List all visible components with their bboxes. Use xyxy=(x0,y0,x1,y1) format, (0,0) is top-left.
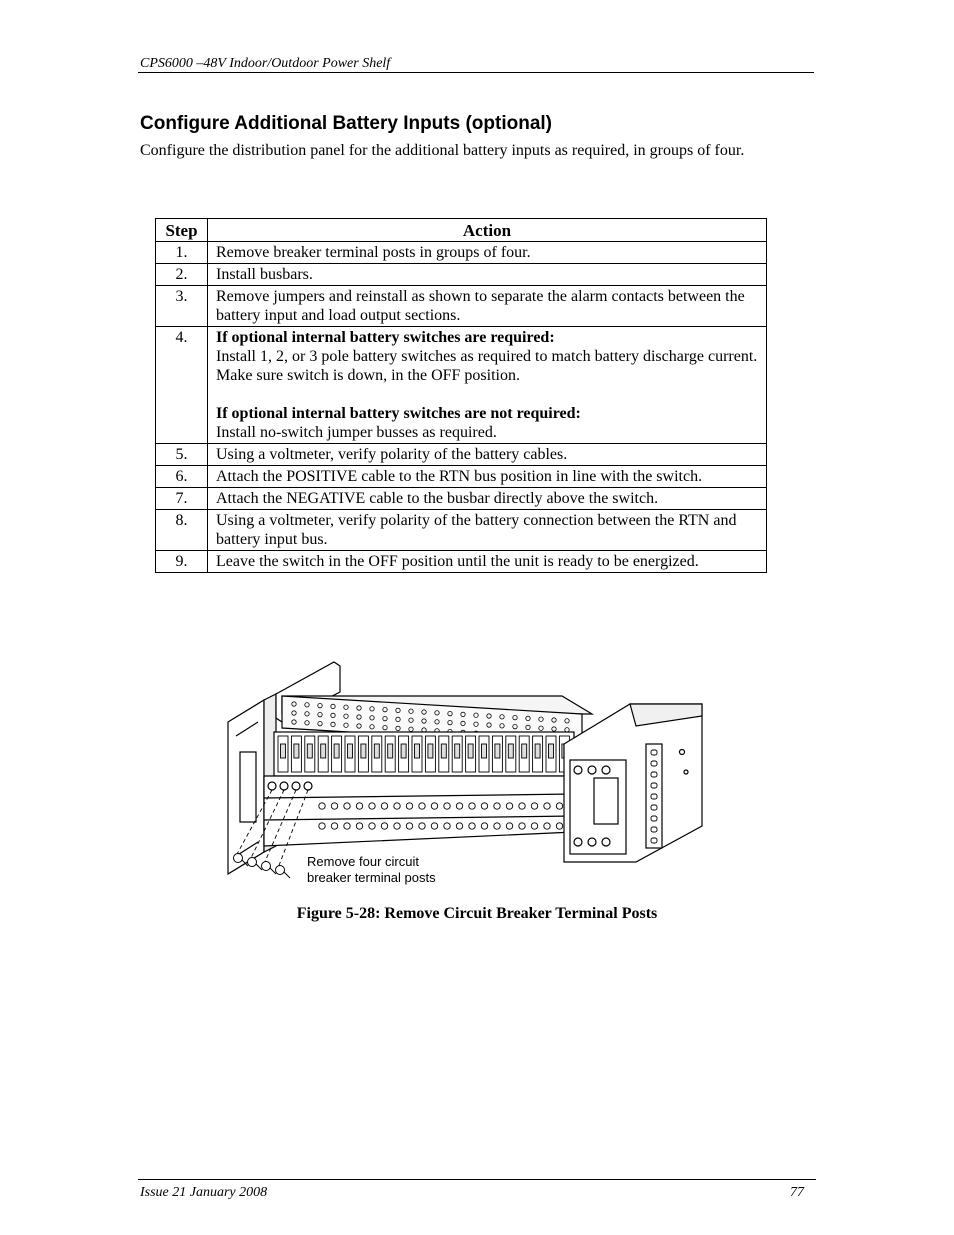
step-action: Remove breaker terminal posts in groups of four. xyxy=(208,242,767,264)
step-action: Install busbars. xyxy=(208,264,767,286)
header-rule xyxy=(138,72,814,73)
table-header-row xyxy=(156,219,767,242)
condition-text: Install no-switch jumper busses as required. xyxy=(216,424,497,441)
step-action: Attach the POSITIVE cable to the RTN bus position in line with the switch. xyxy=(208,466,767,488)
column-header-action: Action xyxy=(208,219,767,242)
step-action: Leave the switch in the OFF position until the unit is ready to be energized. xyxy=(208,551,767,573)
figure-callout xyxy=(307,854,436,886)
step-number: 5. xyxy=(156,444,208,466)
step-action: Using a voltmeter, verify polarity of the battery connection between the RTN and battery input bus. xyxy=(208,510,767,551)
table-row xyxy=(156,327,767,444)
power-shelf-illustration xyxy=(222,656,708,888)
step-number: 1. xyxy=(156,242,208,264)
step-action xyxy=(208,327,767,444)
table-row xyxy=(156,286,767,327)
step-number: 6. xyxy=(156,466,208,488)
callout-line: breaker terminal posts xyxy=(307,870,436,885)
spacer xyxy=(216,385,758,404)
table-row xyxy=(156,488,767,510)
footer-rule xyxy=(138,1179,816,1180)
step-action: Using a voltmeter, verify polarity of the battery cables. xyxy=(208,444,767,466)
step-number: 7. xyxy=(156,488,208,510)
step-number: 8. xyxy=(156,510,208,551)
table-row xyxy=(156,444,767,466)
running-header: CPS6000 –48V Indoor/Outdoor Power Shelf xyxy=(140,56,391,71)
figure-caption: Figure 5-28: Remove Circuit Breaker Terminal Posts xyxy=(296,905,658,922)
table-row xyxy=(156,264,767,286)
table-row xyxy=(156,242,767,264)
table-row xyxy=(156,466,767,488)
intro-paragraph: Configure the distribution panel for the additional battery inputs as required, in groups of four. xyxy=(140,142,745,159)
column-header-step: Step xyxy=(156,219,208,242)
condition-heading: If optional internal battery switches are not required: xyxy=(216,405,581,422)
footer-issue: Issue 21 January 2008 xyxy=(140,1185,268,1200)
procedure-table xyxy=(155,218,767,573)
table-row xyxy=(156,551,767,573)
page-number: 77 xyxy=(790,1185,804,1200)
step-number: 2. xyxy=(156,264,208,286)
step-number: 3. xyxy=(156,286,208,327)
step-number: 4. xyxy=(156,327,208,444)
callout-line: Remove four circuit xyxy=(307,854,419,869)
step-action: Attach the NEGATIVE cable to the busbar directly above the switch. xyxy=(208,488,767,510)
section-title: Configure Additional Battery Inputs (optional) xyxy=(140,113,552,134)
step-number: 9. xyxy=(156,551,208,573)
condition-text: Install 1, 2, or 3 pole battery switches as required to match battery discharge current. Make sure switch is down, in the OFF position. xyxy=(216,348,758,384)
step-action: Remove jumpers and reinstall as shown to separate the alarm contacts between the battery input and load output sections. xyxy=(208,286,767,327)
condition-heading: If optional internal battery switches are required: xyxy=(216,329,555,346)
table-row xyxy=(156,510,767,551)
